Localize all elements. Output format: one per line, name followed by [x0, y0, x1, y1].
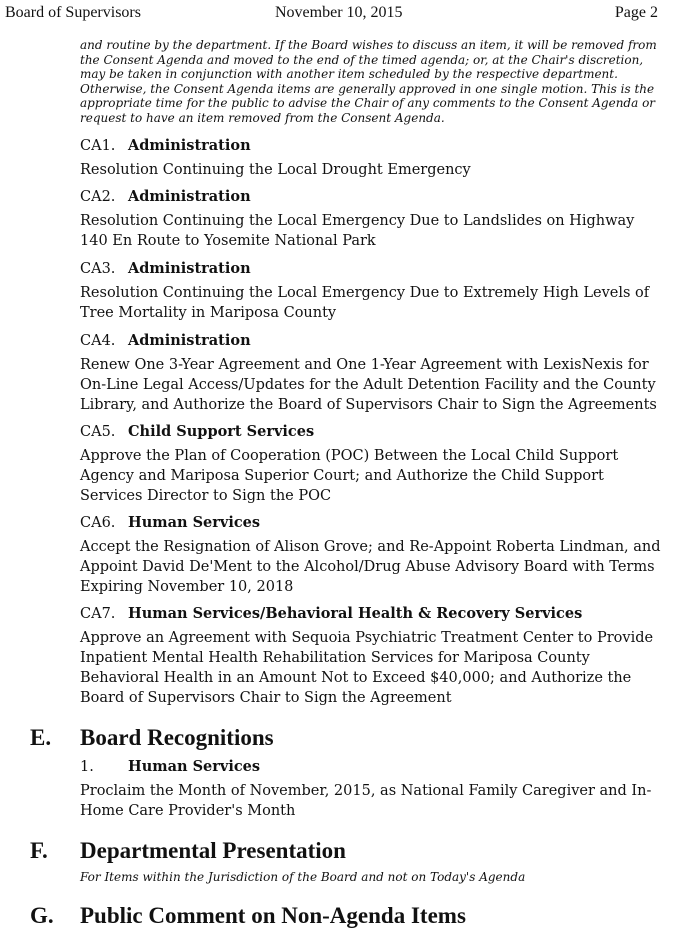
- section-heading: [30, 725, 274, 751]
- page-header: [0, 4, 680, 24]
- section-heading: [30, 903, 466, 929]
- item-category: Administration: [128, 137, 251, 154]
- header-page-number: Page 2: [614, 4, 658, 21]
- consent-item-text: Approve the Plan of Cooperation (POC) Between the Local Child Support Agency and Mariposa Superior Court; and Authorize the Child Support Services Director to Sign the POC: [80, 448, 619, 504]
- item-number: CA2.: [80, 189, 116, 205]
- item-number: 1.: [80, 759, 94, 775]
- item-category: Human Services/Behavioral Health & Recovery Services: [128, 605, 583, 622]
- section-title: Departmental Presentation: [80, 838, 346, 863]
- recognition-item-heading: [80, 758, 260, 775]
- consent-item-text: Renew One 3-Year Agreement and One 1-Year Agreement with LexisNexis for On-Line Legal Access/Updates for the Adult Detention Facility and the County Library, and Authorize the Board of Supervisors Chair to Sign the Agreements: [80, 357, 657, 413]
- item-number: CA6.: [80, 515, 116, 531]
- consent-item-text: Approve an Agreement with Sequoia Psychiatric Treatment Center to Provide Inpatient Mental Health Rehabilitation Services for Mariposa County Behavioral Health in an Amount Not to Exceed $40,000; and Authorize the Board of Supervisors Chair to Sign the Agreement: [80, 630, 654, 706]
- consent-item-heading: [80, 423, 314, 440]
- consent-item-text: Resolution Continuing the Local Emergency Due to Landslides on Highway 140 En Route to Yosemite National Park: [80, 213, 635, 249]
- section-letter: G.: [30, 903, 54, 928]
- consent-item-text: Accept the Resignation of Alison Grove; and Re-Appoint Roberta Lindman, and Appoint David De'Ment to the Alcohol/Drug Abuse Advisory Board with Terms Expiring November 10, 2018: [80, 539, 661, 595]
- consent-item-heading: [80, 260, 251, 277]
- section-title: Public Comment on Non-Agenda Items: [80, 903, 466, 928]
- item-category: Administration: [128, 260, 251, 277]
- consent-item-heading: [80, 605, 582, 622]
- consent-item-heading: [80, 188, 251, 205]
- section-note: For Items within the Jurisdiction of the Board and not on Today's Agenda: [80, 870, 526, 884]
- consent-item-text: Resolution Continuing the Local Drought Emergency: [80, 162, 471, 178]
- item-number: CA4.: [80, 333, 116, 349]
- item-category: Child Support Services: [128, 423, 315, 440]
- consent-agenda-intro: and routine by the department. If the Board wishes to discuss an item, it will be removed from the Consent Agenda and moved to the end of the timed agenda; or, at the Chair's discretion, may be taken in conjunction with another item scheduled by the respective department. Otherwise, the Consent Agenda items are generally approved in one single motion. This is the appropriate time for the public to advise the Chair of any comments to the Consent Agenda or request to have an item removed from the Consent Agenda.: [80, 38, 657, 125]
- consent-item-heading: [80, 514, 260, 531]
- section-letter: E.: [30, 725, 52, 750]
- consent-item-heading: [80, 332, 251, 349]
- item-number: CA3.: [80, 261, 116, 277]
- item-category: Administration: [128, 188, 251, 205]
- header-date: November 10, 2015: [275, 4, 403, 21]
- header-board-name: Board of Supervisors: [5, 4, 141, 21]
- item-number: CA1.: [80, 138, 116, 154]
- item-category: Administration: [128, 332, 251, 349]
- item-number: CA5.: [80, 424, 116, 440]
- recognition-item-text: Proclaim the Month of November, 2015, as National Family Caregiver and In-Home Care Provider's Month: [80, 783, 652, 819]
- section-heading: [30, 838, 346, 864]
- section-letter: F.: [30, 838, 48, 863]
- item-category: Human Services: [128, 514, 261, 531]
- consent-item-heading: [80, 137, 251, 154]
- consent-item-text: Resolution Continuing the Local Emergency Due to Extremely High Levels of Tree Mortality in Mariposa County: [80, 285, 650, 321]
- item-number: CA7.: [80, 606, 116, 622]
- item-category: Human Services: [128, 758, 261, 775]
- section-title: Board Recognitions: [80, 725, 274, 750]
